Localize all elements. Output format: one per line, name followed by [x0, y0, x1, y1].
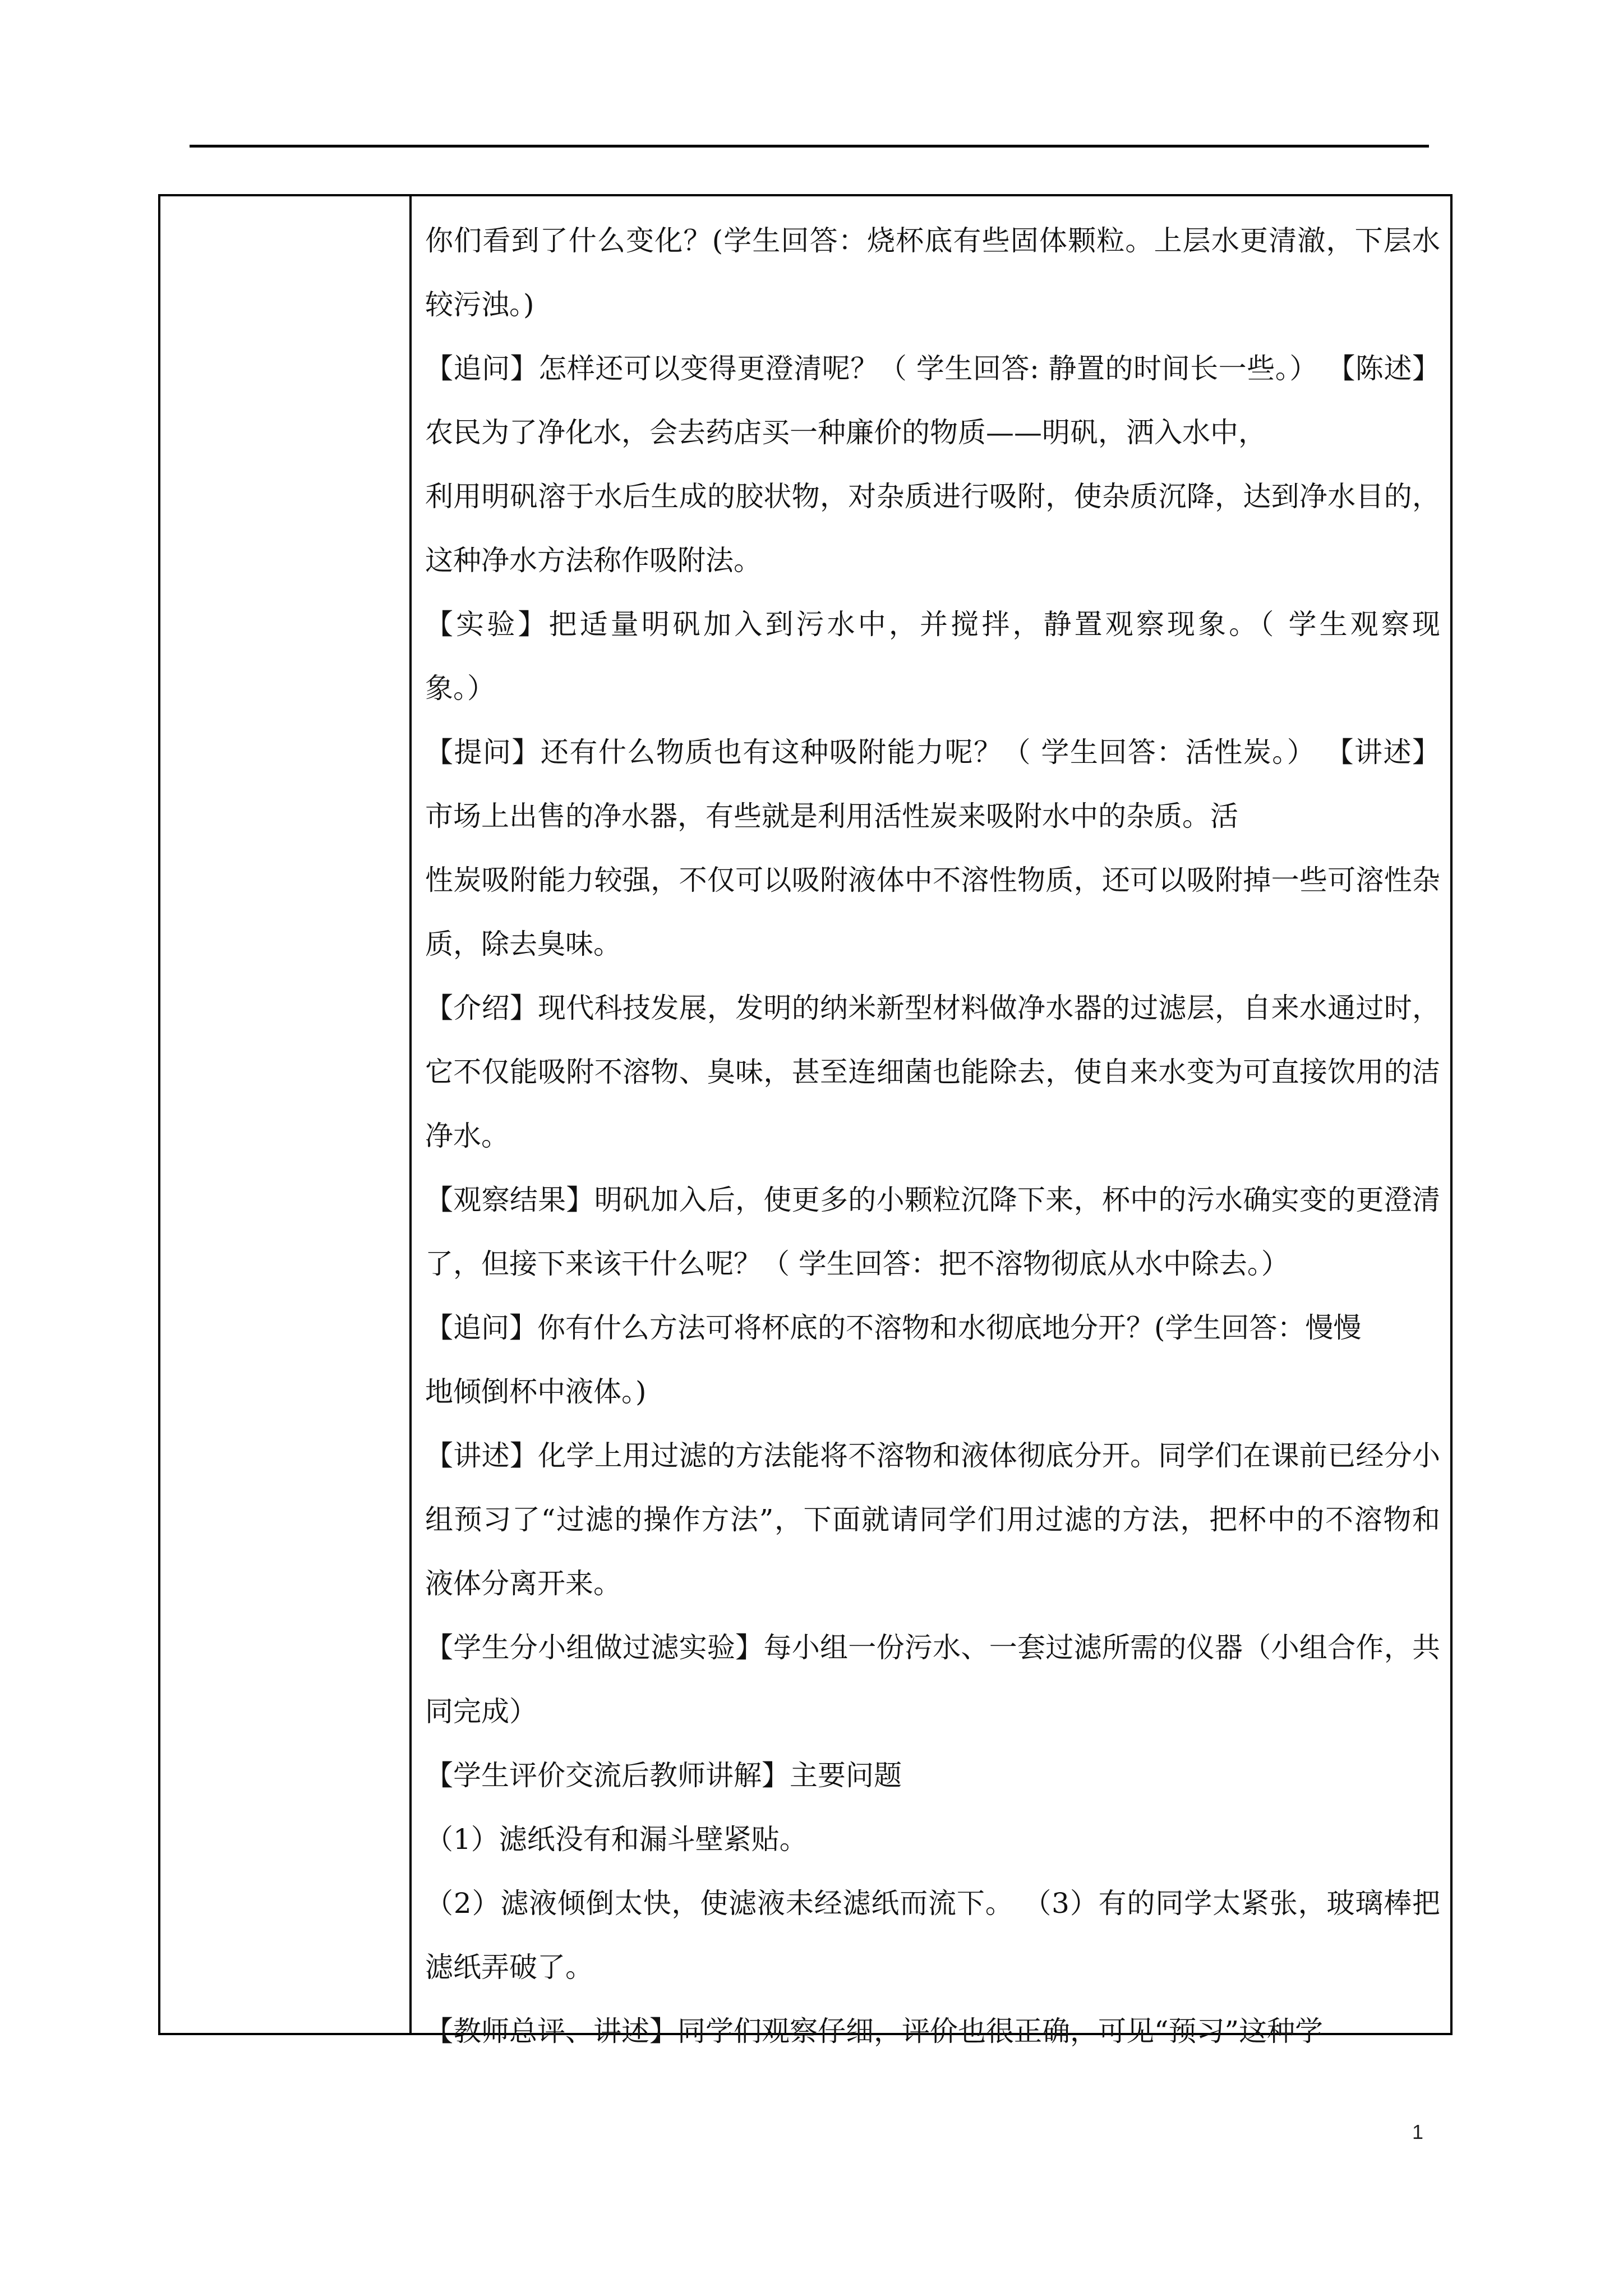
text-line: 【提问】还有什么物质也有这种吸附能力呢？（ 学生回答：活性炭。） 【讲述】	[425, 736, 1440, 769]
text-line: 液体分离开来。	[425, 1567, 621, 1600]
text-line: 它不仅能吸附不溶物、臭味，甚至连细菌也能除去，使自来水变为可直接饮用的洁	[425, 1056, 1440, 1088]
lesson-content-cell	[425, 209, 1440, 2063]
page-number: 1	[1412, 2120, 1424, 2143]
text-line: 【讲述】化学上用过滤的方法能将不溶物和液体彻底分开。同学们在课前已经分小	[425, 1439, 1440, 1472]
text-line: 【追问】你有什么方法可将杯底的不溶物和水彻底地分开？(学生回答：慢慢	[425, 1312, 1362, 1344]
text-line: 利用明矾溶于水后生成的胶状物，对杂质进行吸附，使杂质沉降，达到净水目的，	[425, 480, 1440, 513]
text-line: 这种净水方法称作吸附法。	[425, 544, 762, 577]
text-line: 质，除去臭味。	[425, 928, 621, 960]
text-line: 【介绍】现代科技发展，发明的纳米新型材料做净水器的过滤层，自来水通过时，	[425, 992, 1440, 1024]
text-line: 性炭吸附能力较强，不仅可以吸附液体中不溶性物质，还可以吸附掉一些可溶性杂	[425, 864, 1440, 896]
text-line: 净水。	[425, 1120, 509, 1152]
text-line: 【观察结果】明矾加入后，使更多的小颗粒沉降下来，杯中的污水确实变的更澄清	[425, 1184, 1440, 1216]
text-line: 【学生分小组做过滤实验】每小组一份污水、一套过滤所需的仪器（小组合作，共	[425, 1631, 1440, 1664]
text-line: 了，但接下来该干什么呢？（ 学生回答：把不溶物彻底从水中除去。）	[425, 1248, 1289, 1280]
text-line: 象。）	[425, 672, 495, 705]
text-line: 同完成）	[425, 1695, 537, 1728]
column-divider	[409, 196, 412, 2033]
text-line: 【追问】怎样还可以变得更澄清呢？（ 学生回答: 静置的时间长一些。） 【陈述】	[425, 352, 1440, 385]
text-line: （2）滤液倾倒太快，使滤液未经滤纸而流下。 （3）有的同学太紧张，玻璃棒把	[425, 1887, 1440, 1920]
text-line: （1）滤纸没有和漏斗壁紧贴。	[425, 1823, 808, 1856]
text-line: 【实验】把适量明矾加入到污水中，并搅拌，静置观察现象。（ 学生观察现	[425, 608, 1440, 641]
text-line: 市场上出售的净水器，有些就是利用活性炭来吸附水中的杂质。活	[425, 800, 1238, 832]
text-line: 农民为了净化水，会去药店买一种廉价的物质——明矾，洒入水中，	[425, 416, 1266, 449]
left-empty-cell	[160, 196, 409, 2033]
text-line: 组预习了“过滤的操作方法”，下面就请同学们用过滤的方法，把杯中的不溶物和	[425, 1503, 1440, 1536]
header-rule	[190, 145, 1429, 148]
lesson-table	[158, 194, 1453, 2047]
text-line: 较污浊。)	[425, 288, 534, 321]
text-line: 【教师总评、讲述】同学们观察仔细，评价也很正确，可见“预习”这种学	[425, 2015, 1324, 2047]
text-line: 你们看到了什么变化？(学生回答：烧杯底有些固体颗粒。上层水更清澈，下层水	[425, 224, 1440, 257]
text-line: 【学生评价交流后教师讲解】主要问题	[425, 1759, 902, 1792]
text-line: 滤纸弄破了。	[425, 1951, 593, 1984]
text-line: 地倾倒杯中液体。)	[425, 1375, 647, 1408]
